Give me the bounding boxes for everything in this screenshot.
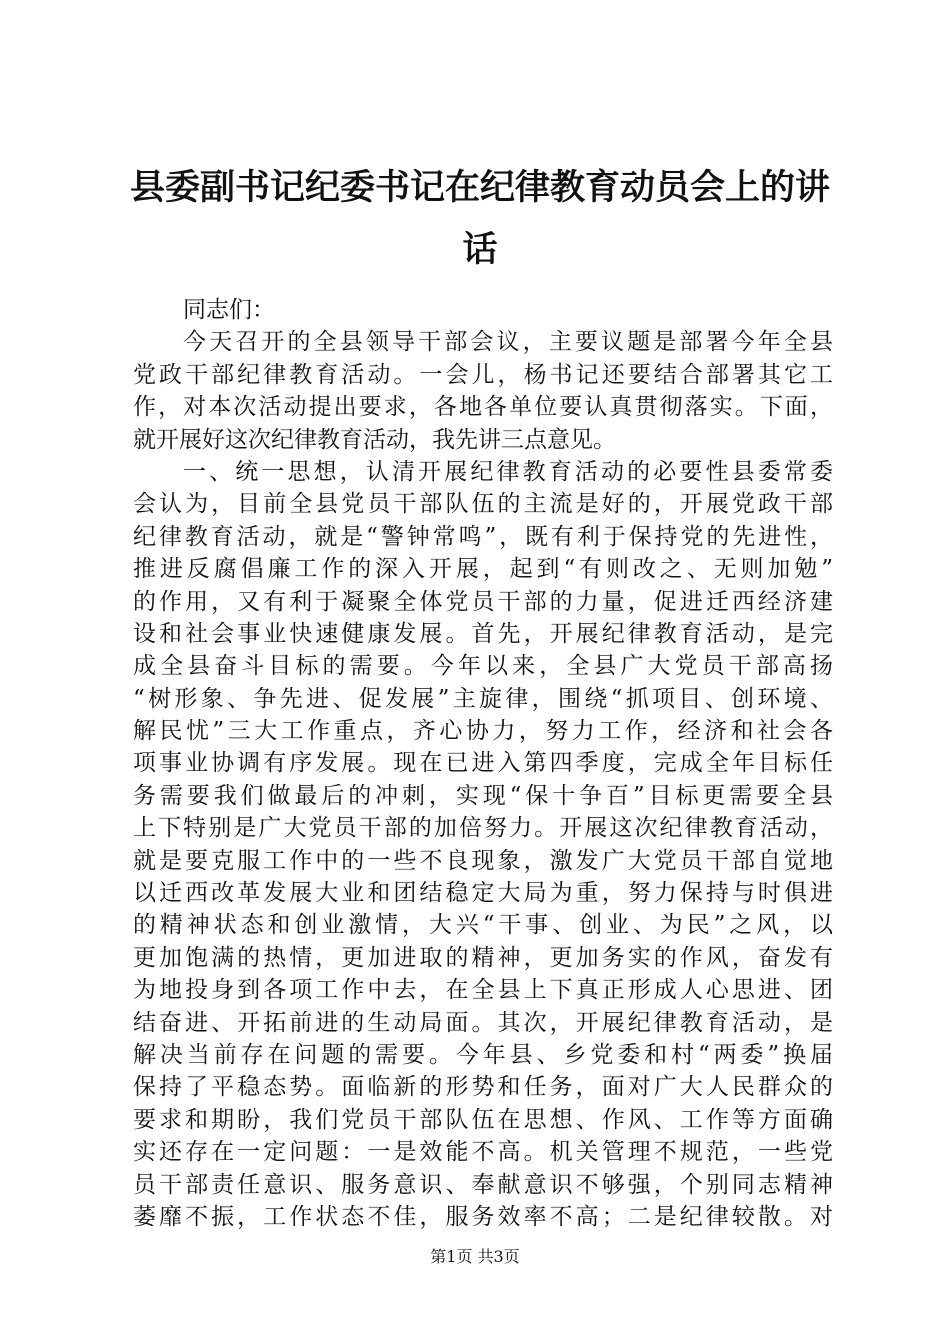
body-line: 解民忧”三大工作重点，齐心协力，努力工作，经济和社会各 bbox=[133, 718, 833, 745]
body-line: 成全县奋斗目标的需要。今年以来，全县广大党员干部高扬 bbox=[133, 653, 833, 680]
body-line: 更加饱满的热情，更加进取的精神，更加务实的作风，奋发有 bbox=[133, 944, 833, 971]
body-line: 员干部责任意识、服务意识、奉献意识不够强，个别同志精神 bbox=[133, 1171, 833, 1198]
document-title-line-1: 县委副书记纪委书记在纪律教育动员会上的讲 bbox=[129, 167, 830, 208]
body-line: 设和社会事业快速健康发展。首先，开展纪律教育活动，是完 bbox=[133, 620, 833, 647]
body-line: 以迁西改革发展大业和团结稳定大局为重，努力保持与时俱进 bbox=[133, 880, 833, 907]
body-line: 解决当前存在问题的需要。今年县、乡党委和村“两委”换届 bbox=[133, 1041, 833, 1068]
body-line: 上下特别是广大党员干部的加倍努力。开展这次纪律教育活动， bbox=[133, 815, 833, 842]
body-line: “树形象、争先进、促发展”主旋律，围绕“抓项目、创环境、 bbox=[133, 685, 833, 712]
body-line: 项事业协调有序发展。现在已进入第四季度，完成全年目标任 bbox=[133, 750, 833, 777]
document-body bbox=[133, 294, 833, 1233]
body-line: 要求和期盼，我们党员干部队伍在思想、作风、工作等方面确 bbox=[133, 1106, 833, 1133]
salutation: 同志们： bbox=[183, 297, 275, 323]
body-line: 保持了平稳态势。面临新的形势和任务，面对广大人民群众的 bbox=[133, 1074, 833, 1101]
body-line: 就开展好这次纪律教育活动，我先讲三点意见。 bbox=[133, 426, 616, 453]
body-line: 实还存在一定问题：一是效能不高。机关管理不规范，一些党 bbox=[133, 1139, 833, 1166]
document-title-line-2: 话 bbox=[462, 229, 498, 270]
body-line: 党政干部纪律教育活动。一会儿，杨书记还要结合部署其它工 bbox=[133, 361, 833, 388]
body-line: 的精神状态和创业激情，大兴“干事、创业、为民”之风，以 bbox=[133, 912, 833, 939]
body-line: 的作用，又有利于凝聚全体党员干部的力量，促进迁西经济建 bbox=[133, 588, 833, 615]
page-footer: 第1页 共3页 bbox=[430, 1247, 520, 1266]
body-line: 萎靡不振，工作状态不佳，服务效率不高；二是纪律较散。对 bbox=[133, 1203, 833, 1230]
body-line: 务需要我们做最后的冲刺，实现“保十争百”目标更需要全县 bbox=[133, 782, 833, 809]
body-line: 就是要克服工作中的一些不良现象，激发广大党员干部自觉地 bbox=[133, 847, 833, 874]
body-line: 为地投身到各项工作中去，在全县上下真正形成人心思进、团 bbox=[133, 977, 833, 1004]
body-line: 今天召开的全县领导干部会议，主要议题是部署今年全县 bbox=[183, 329, 833, 356]
body-line: 推进反腐倡廉工作的深入开展，起到“有则改之、无则加勉” bbox=[133, 556, 833, 583]
body-line: 一、统一思想，认清开展纪律教育活动的必要性县委常委 bbox=[183, 458, 833, 485]
body-line: 结奋进、开拓前进的生动局面。其次，开展纪律教育活动，是 bbox=[133, 1009, 833, 1036]
body-line: 会认为，目前全县党员干部队伍的主流是好的，开展党政干部 bbox=[133, 491, 833, 518]
body-line: 纪律教育活动，就是“警钟常鸣”，既有利于保持党的先进性， bbox=[133, 523, 833, 550]
body-line: 作，对本次活动提出要求，各地各单位要认真贯彻落实。下面， bbox=[133, 394, 833, 421]
